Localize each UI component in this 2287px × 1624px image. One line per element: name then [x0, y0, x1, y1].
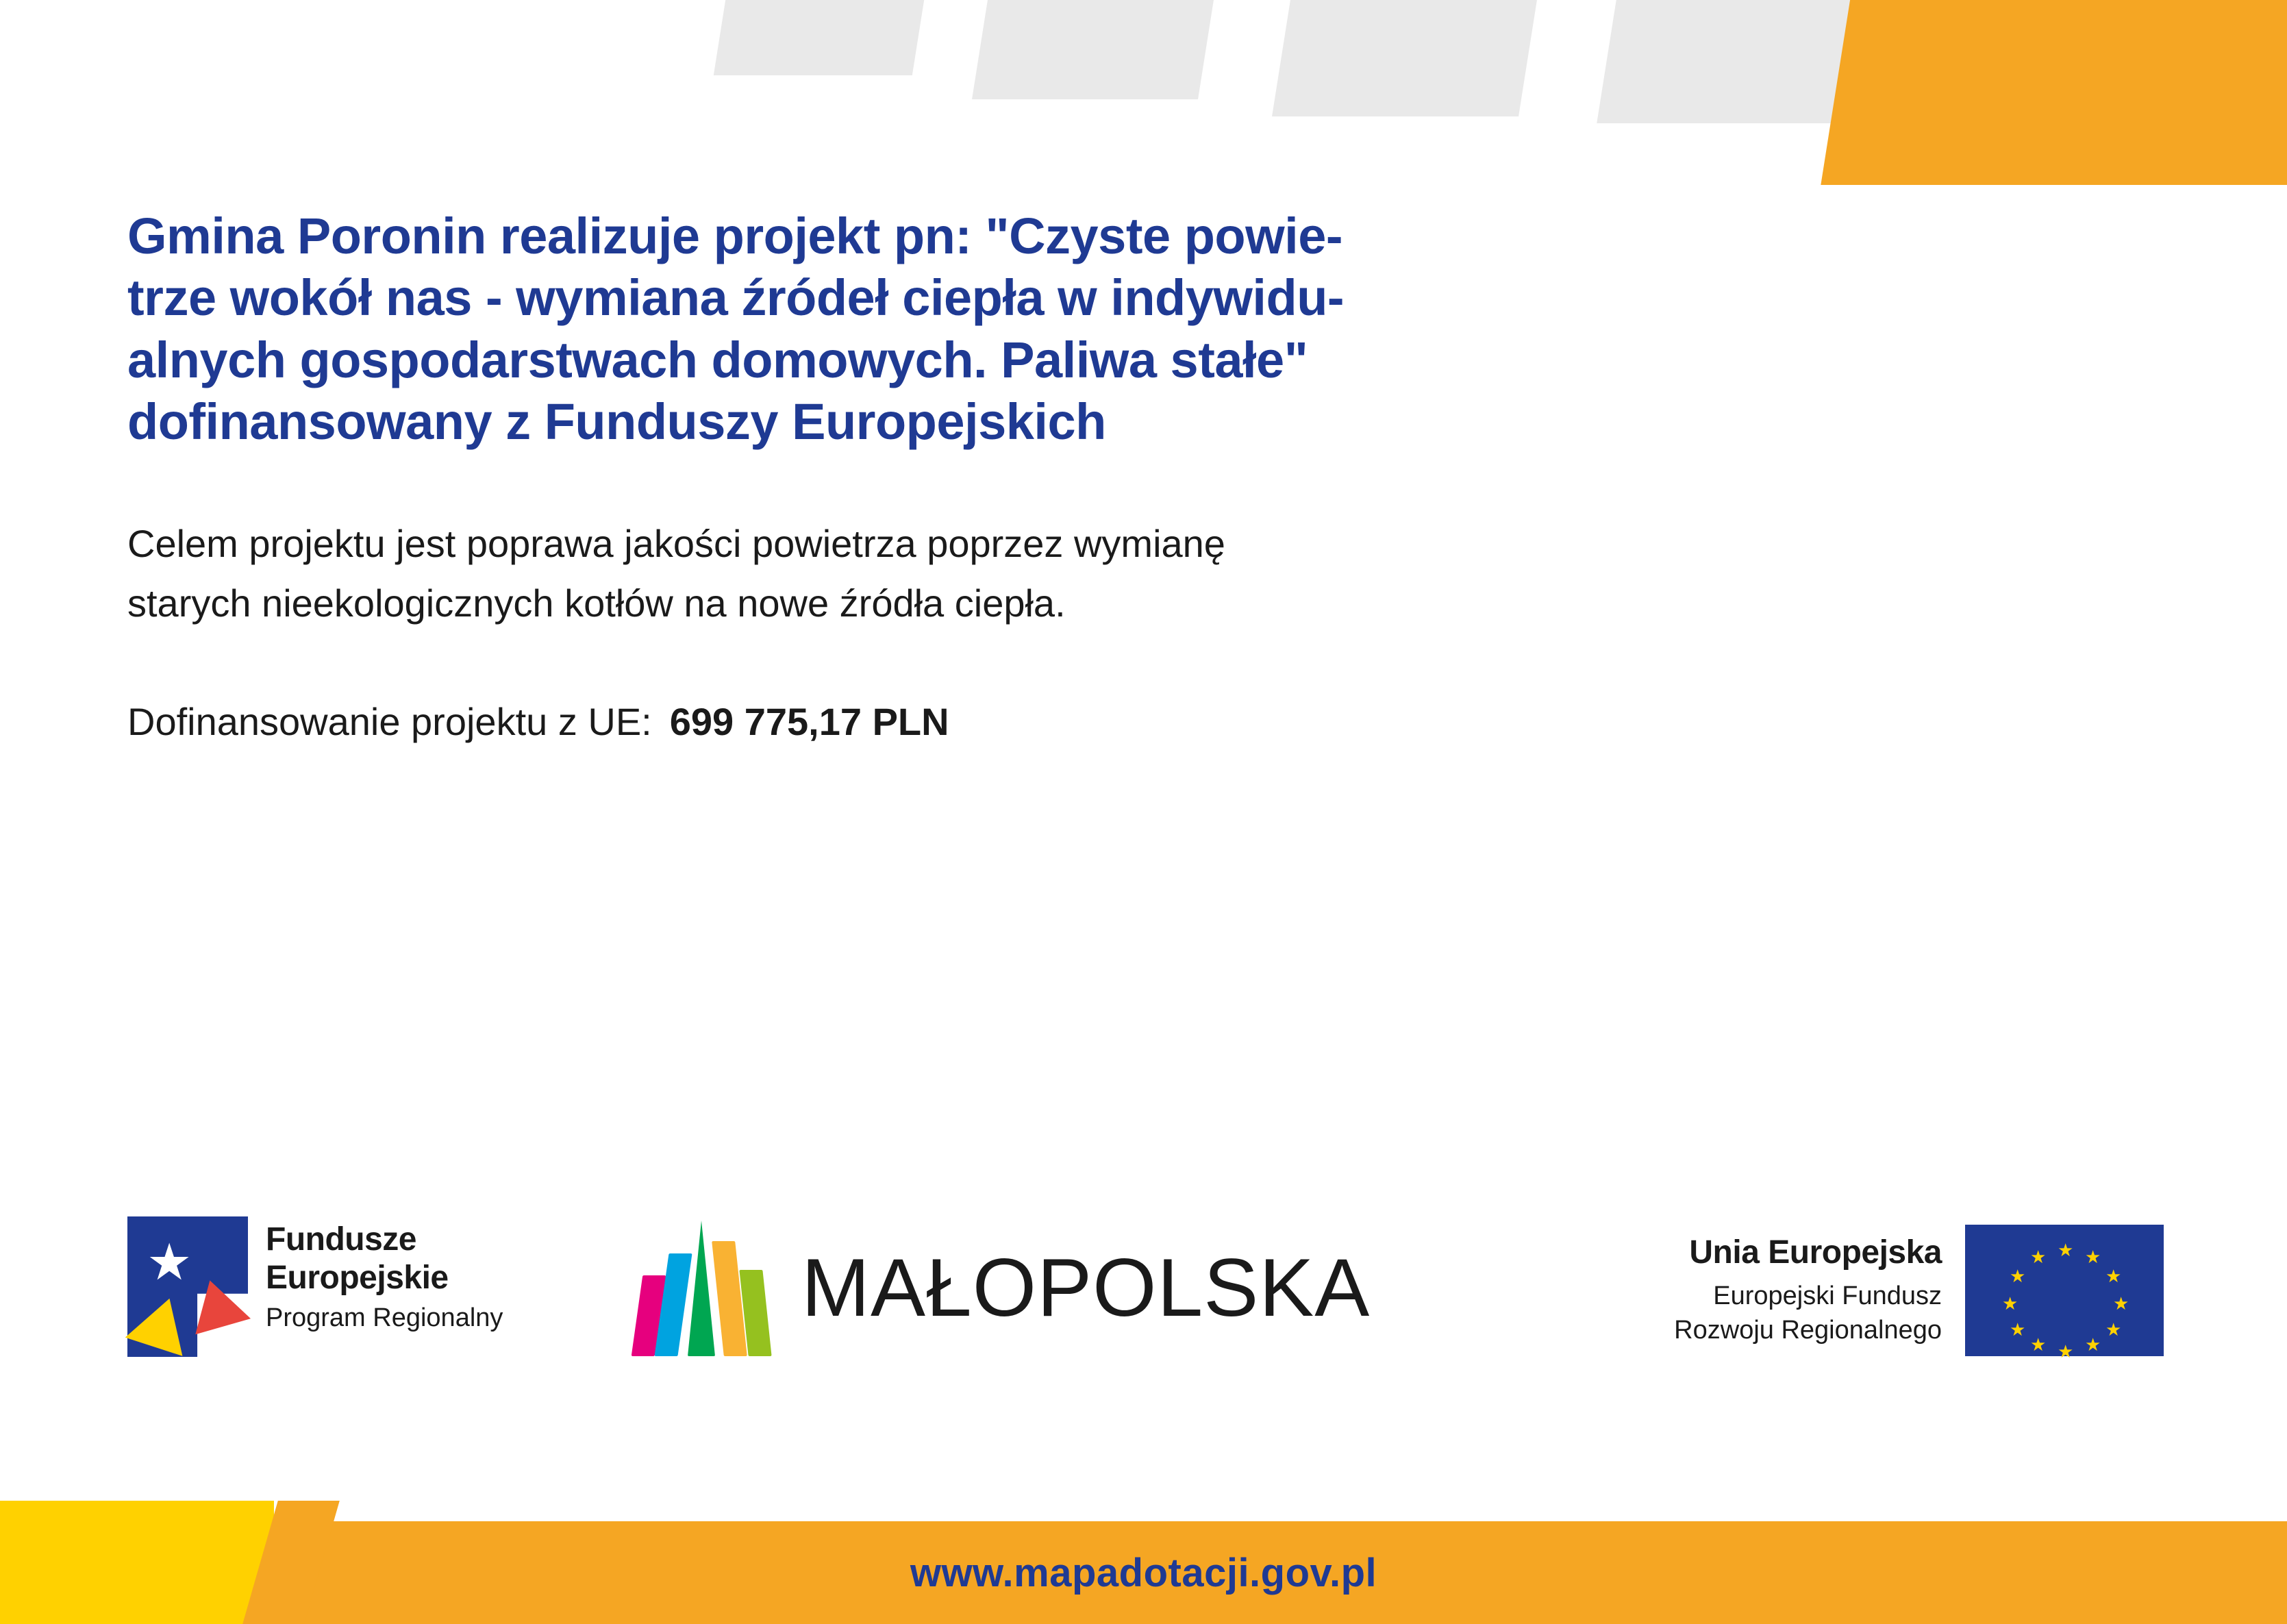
funding-label: Dofinansowanie projektu z UE: [127, 699, 652, 743]
european-union-text [1674, 1234, 1942, 1347]
decorative-orange-shape [1821, 0, 2287, 185]
european-union-logo [1674, 1225, 2164, 1362]
fe-line-3: Program Regionalny [266, 1303, 503, 1333]
white-star-icon: ★ [147, 1234, 192, 1290]
decorative-bar-1 [714, 0, 937, 75]
headline-line-2: trze wokół nas - wymiana źródeł ciepła w indywidu- [127, 269, 1345, 327]
headline-line-4: dofinansowany z Funduszy Europejskich [127, 392, 1106, 450]
decorative-bar-4 [1597, 0, 1890, 123]
footer-url[interactable]: www.mapadotacji.gov.pl [910, 1550, 1377, 1595]
eu-line-2: Europejski Fundusz [1713, 1282, 1942, 1311]
funding-amount: 699 775,17 PLN [669, 699, 949, 743]
malopolska-mark-icon [637, 1219, 781, 1356]
malopolska-logo [637, 1219, 1370, 1356]
fe-line-2: Europejskie [266, 1259, 449, 1296]
decorative-bar-2 [972, 0, 1227, 99]
eu-line-1: Unia Europejska [1689, 1234, 1942, 1271]
eu-flag-icon: ★ ★ ★ ★ ★ ★ ★ ★ ★ ★ ★ ★ [1965, 1225, 2164, 1356]
fe-line-1: Fundusze [266, 1221, 416, 1258]
funding-row [127, 699, 1977, 744]
decorative-bar-3 [1272, 0, 1550, 116]
logo-strip [0, 1205, 2287, 1432]
headline-line-1: Gmina Poronin realizuje projekt pn: "Czyste powie- [127, 208, 1343, 264]
malopolska-wordmark: MAŁOPOLSKA [801, 1242, 1371, 1334]
headline-line-3: alnych gospodarstwach domowych. Paliwa stałe" [127, 331, 1308, 388]
malopolska-bar-3 [688, 1221, 715, 1356]
project-description [127, 514, 1977, 634]
description-line-1: Celem projektu jest poprawa jakości powietrza poprzez wymianę [127, 522, 1225, 566]
poster-content [127, 205, 1977, 744]
top-decoration [0, 0, 2287, 226]
fundusze-europejskie-logo [127, 1216, 503, 1357]
fundusze-europejskie-text [266, 1216, 503, 1333]
eu-line-3: Rozwoju Regionalnego [1674, 1315, 1942, 1345]
page-title [127, 205, 1977, 453]
footer-bar [0, 1501, 2287, 1624]
description-line-2: starych nieekologicznych kotłów na nowe źródła ciepła. [127, 581, 1066, 625]
fundusze-europejskie-mark-icon [127, 1216, 248, 1357]
